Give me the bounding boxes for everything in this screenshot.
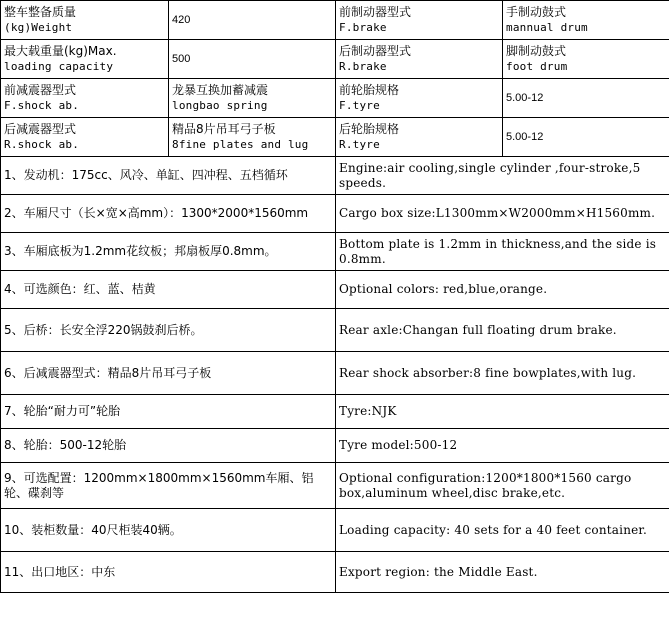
front-brake-label-en: F.brake bbox=[339, 21, 387, 34]
item-row-export bbox=[1, 552, 669, 593]
front-brake-value-en: mannual drum bbox=[506, 21, 588, 34]
max-load-value: 500 bbox=[169, 40, 336, 79]
rear-brake-value-zh: 脚制动鼓式 bbox=[506, 44, 567, 58]
front-tyre-value: 5.00-12 bbox=[503, 79, 669, 118]
front-brake-label-zh: 前制动器型式 bbox=[339, 5, 412, 19]
item-en: Cargo box size:L1300mm×W2000mm×H1560mm. bbox=[336, 195, 669, 233]
item-zh: 1、发动机：175cc、风冷、单缸、四冲程、五档循环 bbox=[1, 157, 336, 195]
rear-brake-label-zh: 后制动器型式 bbox=[339, 44, 412, 58]
rear-brake-value bbox=[503, 40, 669, 79]
item-zh: 8、轮胎：500-12轮胎 bbox=[1, 429, 336, 463]
item-en: Loading capacity: 40 sets for a 40 feet container. bbox=[336, 509, 669, 552]
item-zh: 3、车厢底板为1.2mm花纹板；邦扇板厚0.8mm。 bbox=[1, 233, 336, 271]
item-en: Tyre:NJK bbox=[336, 395, 669, 429]
item-en: Optional colors: red,blue,orange. bbox=[336, 271, 669, 309]
rear-shock-value-zh: 精品8片吊耳弓子板 bbox=[172, 122, 276, 136]
spec-row-rear-shock bbox=[1, 118, 669, 157]
item-zh: 7、轮胎“耐力可”轮胎 bbox=[1, 395, 336, 429]
item-row-rear-shock bbox=[1, 352, 669, 395]
front-shock-value-zh: 龙暴互换加蓄减震 bbox=[172, 83, 269, 97]
item-en: Tyre model:500-12 bbox=[336, 429, 669, 463]
item-zh: 4、可选颜色：红、蓝、桔黄 bbox=[1, 271, 336, 309]
item-row-bottom-plate bbox=[1, 233, 669, 271]
item-row-colors bbox=[1, 271, 669, 309]
item-en: Bottom plate is 1.2mm in thickness,and the side is 0.8mm. bbox=[336, 233, 669, 271]
item-en: Rear shock absorber:8 fine bowplates,with lug. bbox=[336, 352, 669, 395]
spec-row-weight bbox=[1, 1, 669, 40]
max-load-label-zh: 最大载重量(kg)Max. bbox=[4, 44, 117, 58]
front-shock-label-en: F.shock ab. bbox=[4, 99, 80, 112]
rear-brake-label bbox=[336, 40, 503, 79]
max-load-label bbox=[1, 40, 169, 79]
item-row-options bbox=[1, 463, 669, 509]
item-row-rear-axle bbox=[1, 309, 669, 352]
weight-label bbox=[1, 1, 169, 40]
rear-shock-label-en: R.shock ab. bbox=[4, 138, 80, 151]
weight-label-en: (kg)Weight bbox=[4, 21, 73, 34]
front-tyre-label-zh: 前轮胎规格 bbox=[339, 83, 400, 97]
spec-row-max-load bbox=[1, 40, 669, 79]
item-zh: 10、装柜数量：40尺柜装40辆。 bbox=[1, 509, 336, 552]
rear-shock-value bbox=[169, 118, 336, 157]
front-brake-label bbox=[336, 1, 503, 40]
rear-shock-value-en: 8fine plates and lug bbox=[172, 138, 309, 151]
item-zh: 9、可选配置：1200mm×1800mm×1560mm车厢、铝轮、碟刹等 bbox=[1, 463, 336, 509]
item-en: Rear axle:Changan full floating drum brake. bbox=[336, 309, 669, 352]
front-brake-value bbox=[503, 1, 669, 40]
item-zh: 6、后减震器型式：精品8片吊耳弓子板 bbox=[1, 352, 336, 395]
item-en: Engine:air cooling,single cylinder ,four-stroke,5 speeds. bbox=[336, 157, 669, 195]
rear-tyre-label-zh: 后轮胎规格 bbox=[339, 122, 400, 136]
item-zh: 2、车厢尺寸（长×宽×高mm）：1300*2000*1560mm bbox=[1, 195, 336, 233]
front-shock-label-zh: 前减震器型式 bbox=[4, 83, 77, 97]
front-shock-value-en: longbao spring bbox=[172, 99, 268, 112]
rear-brake-value-en: foot drum bbox=[506, 60, 568, 73]
max-load-label-en: loading capacity bbox=[4, 60, 114, 73]
spec-row-front-shock bbox=[1, 79, 669, 118]
item-en: Export region: the Middle East. bbox=[336, 552, 669, 593]
front-shock-label bbox=[1, 79, 169, 118]
rear-brake-label-en: R.brake bbox=[339, 60, 387, 73]
weight-value: 420 bbox=[169, 1, 336, 40]
front-brake-value-zh: 手制动鼓式 bbox=[506, 5, 567, 19]
front-tyre-label-en: F.tyre bbox=[339, 99, 380, 112]
item-row-loading bbox=[1, 509, 669, 552]
item-en: Optional configuration:1200*1800*1560 cargo box,aluminum wheel,disc brake,etc. bbox=[336, 463, 669, 509]
item-zh: 5、后桥：长安全浮220锅鼓刹后桥。 bbox=[1, 309, 336, 352]
front-shock-value bbox=[169, 79, 336, 118]
item-row-tyre bbox=[1, 395, 669, 429]
rear-shock-label-zh: 后减震器型式 bbox=[4, 122, 77, 136]
rear-shock-label bbox=[1, 118, 169, 157]
item-zh: 11、出口地区：中东 bbox=[1, 552, 336, 593]
rear-tyre-value: 5.00-12 bbox=[503, 118, 669, 157]
item-row-engine bbox=[1, 157, 669, 195]
weight-label-zh: 整车整备质量 bbox=[4, 5, 77, 19]
item-row-tyre-model bbox=[1, 429, 669, 463]
rear-tyre-label bbox=[336, 118, 503, 157]
item-row-cargo-size bbox=[1, 195, 669, 233]
front-tyre-label bbox=[336, 79, 503, 118]
rear-tyre-label-en: R.tyre bbox=[339, 138, 380, 151]
